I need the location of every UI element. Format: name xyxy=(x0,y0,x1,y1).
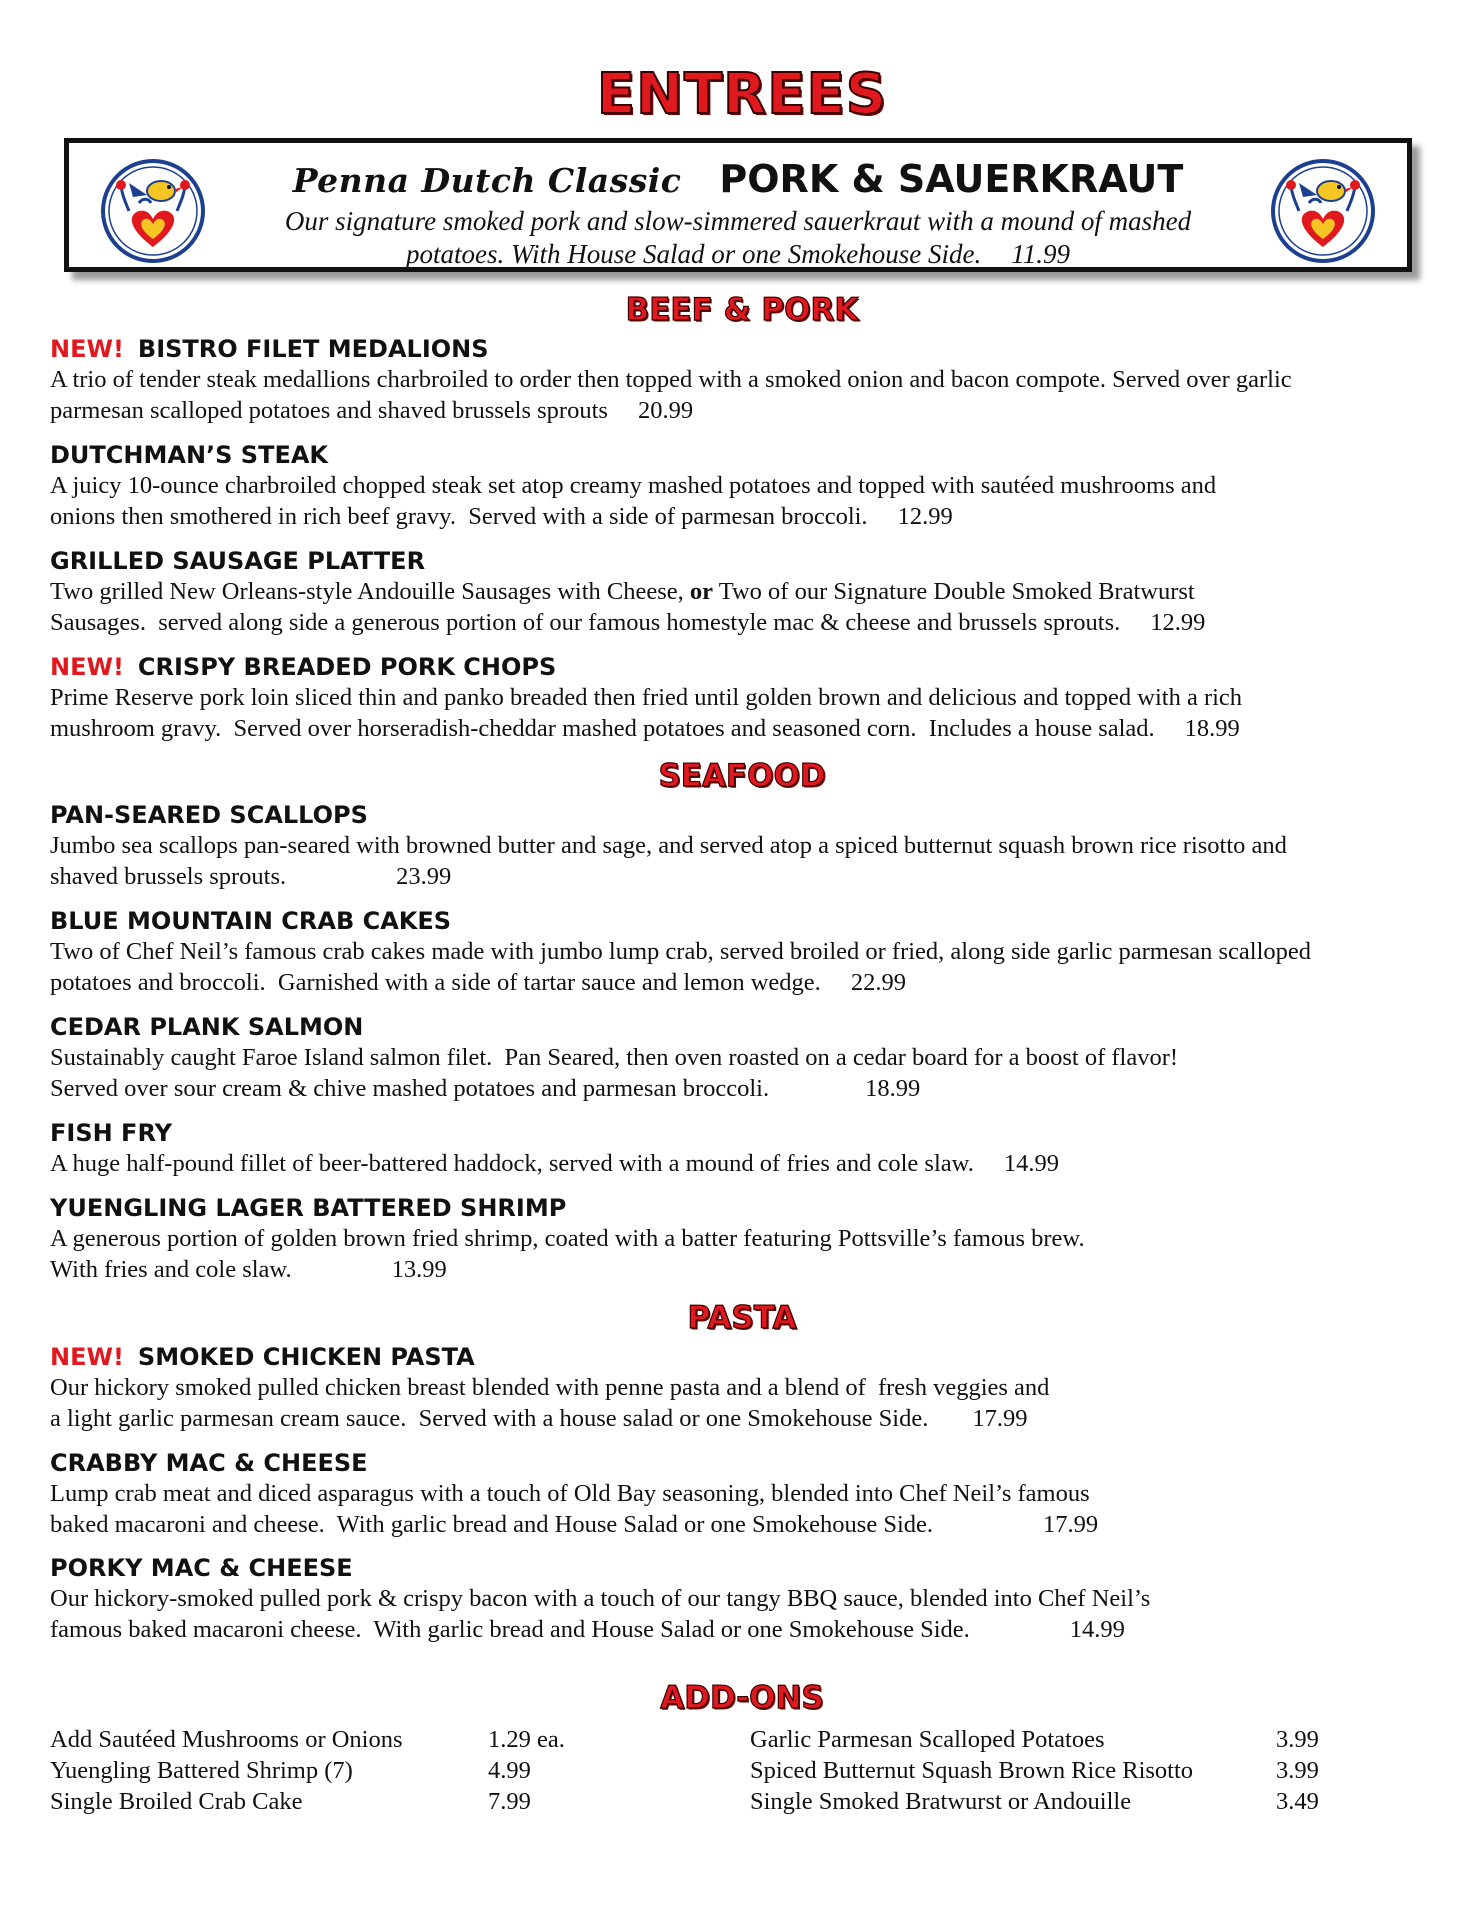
section-heading-addons: ADD-ONS xyxy=(660,1680,824,1716)
feature-description xyxy=(239,205,1237,271)
addon-item-name: Single Broiled Crab Cake xyxy=(50,1788,303,1815)
item-price: 18.99 xyxy=(865,1075,921,1102)
item-desc-line: With fries and cole slaw. xyxy=(50,1256,292,1283)
new-badge: NEW! xyxy=(50,653,124,681)
item-description xyxy=(50,1042,1450,1104)
item-name: FISH FRY xyxy=(50,1119,172,1147)
menu-item xyxy=(50,652,1450,744)
item-description xyxy=(50,364,1450,426)
menu-item xyxy=(50,546,1450,638)
item-desc-line: Sausages. served along side a generous portion of our famous homestyle mac & cheese and brussels sprouts. xyxy=(50,609,1121,636)
item-desc-line: Prime Reserve pork loin sliced thin and panko breaded then fried until golden brown and delicious and topped with a rich xyxy=(50,684,1243,711)
new-badge: NEW! xyxy=(50,335,124,363)
feature-box xyxy=(64,138,1412,272)
item-name xyxy=(50,334,1450,364)
item-description xyxy=(50,1478,1450,1540)
addon-item-price: 4.99 xyxy=(488,1757,531,1784)
item-desc-line: Jumbo sea scallops pan-seared with browned butter and sage, and served atop a spiced butternut squash brown rice risotto and xyxy=(50,832,1287,859)
item-description xyxy=(50,576,1450,638)
item-desc-line: baked macaroni and cheese. With garlic bread and House Salad or one Smokehouse Side. xyxy=(50,1511,934,1538)
feature-description-text: Our signature smoked pork and slow-simmered sauerkraut with a mound of mashed potatoes. With House Salad or one Smokehouse Side. xyxy=(284,206,1192,269)
addon-item-price: 7.99 xyxy=(488,1788,531,1815)
feature-classic-label: Penna Dutch Classic xyxy=(292,161,682,200)
item-desc-line: Two of our Signature Double Smoked Bratwurst xyxy=(713,578,1195,605)
item-name: BLUE MOUNTAIN CRAB CAKES xyxy=(50,907,452,935)
item-description xyxy=(50,470,1450,532)
item-desc-line: potatoes and broccoli. Garnished with a side of tartar sauce and lemon wedge. xyxy=(50,969,821,996)
item-description xyxy=(50,936,1450,998)
addon-item-name: Garlic Parmesan Scalloped Potatoes xyxy=(750,1726,1105,1753)
item-desc-line: a light garlic parmesan cream sauce. Served with a house salad or one Smokehouse Side. xyxy=(50,1405,929,1432)
addon-item-price: 1.29 ea. xyxy=(488,1726,565,1753)
addon-item-name: Single Smoked Bratwurst or Andouille xyxy=(750,1788,1132,1815)
item-desc-or: or xyxy=(689,578,714,605)
section-heading-seafood: SEAFOOD xyxy=(658,758,826,794)
addon-item-name: Yuengling Battered Shrimp (7) xyxy=(50,1757,353,1784)
menu-item xyxy=(50,1118,1450,1179)
section-heading-pasta: PASTA xyxy=(687,1300,797,1336)
item-desc-line: Two grilled New Orleans-style Andouille Sausages with Cheese, xyxy=(50,578,690,605)
menu-item xyxy=(50,440,1450,532)
item-description xyxy=(50,1583,1450,1645)
addon-item-price: 3.99 xyxy=(1276,1726,1319,1753)
section-heading-beef-pork: BEEF & PORK xyxy=(625,292,859,328)
menu-item xyxy=(50,1342,1450,1434)
item-desc-line: onions then smothered in rich beef gravy. Served with a side of parmesan broccoli. xyxy=(50,503,868,530)
item-desc-line: mushroom gravy. Served over horseradish-cheddar mashed potatoes and seasoned corn. Includes a house salad. xyxy=(50,715,1155,742)
item-name: CEDAR PLANK SALMON xyxy=(50,1013,364,1041)
item-desc-line: A juicy 10-ounce charbroiled chopped steak set atop creamy mashed potatoes and topped with sautéed mushrooms and xyxy=(50,472,1217,499)
menu-item xyxy=(50,1193,1450,1285)
item-desc-line: Our hickory-smoked pulled pork & crispy bacon with a touch of our tangy BBQ sauce, blended into Chef Neil’s xyxy=(50,1585,1151,1612)
item-desc-line: A generous portion of golden brown fried shrimp, coated with a batter featuring Pottsville’s famous brew. xyxy=(50,1225,1085,1252)
menu-item xyxy=(50,1448,1450,1540)
item-desc-line: famous baked macaroni cheese. With garlic bread and House Salad or one Smokehouse Side. xyxy=(50,1616,970,1643)
menu-item xyxy=(50,906,1450,998)
item-name: DUTCHMAN’S STEAK xyxy=(50,441,329,469)
menu-item xyxy=(50,800,1450,892)
item-name xyxy=(50,652,1450,682)
item-desc-line: Sustainably caught Faroe Island salmon filet. Pan Seared, then oven roasted on a cedar board for a boost of flavor! xyxy=(50,1044,1179,1071)
item-price: 14.99 xyxy=(1069,1616,1125,1643)
item-price: 12.99 xyxy=(1150,609,1206,636)
addon-item-price: 3.49 xyxy=(1276,1788,1319,1815)
feature-name: PORK & SAUERKRAUT xyxy=(719,157,1184,201)
item-description xyxy=(50,830,1450,892)
item-price: 23.99 xyxy=(396,863,452,890)
item-desc-line: shaved brussels sprouts. xyxy=(50,863,287,890)
item-price: 18.99 xyxy=(1184,715,1240,742)
item-desc-line: parmesan scalloped potatoes and shaved brussels sprouts xyxy=(50,397,608,424)
item-name: PORKY MAC & CHEESE xyxy=(50,1554,353,1582)
feature-price: 11.99 xyxy=(1011,239,1070,269)
item-desc-line: Lump crab meat and diced asparagus with a touch of Old Bay seasoning, blended into Chef Neil’s famous xyxy=(50,1480,1090,1507)
item-price: 17.99 xyxy=(972,1405,1028,1432)
item-price: 13.99 xyxy=(391,1256,447,1283)
item-price: 17.99 xyxy=(1043,1511,1099,1538)
feature-heading xyxy=(69,157,1407,201)
item-desc-line: A trio of tender steak medallions charbroiled to order then topped with a smoked onion and bacon compote. Served over garlic xyxy=(50,366,1292,393)
page-title: ENTREES xyxy=(596,62,888,127)
item-title: SMOKED CHICKEN PASTA xyxy=(137,1343,475,1371)
item-description xyxy=(50,1372,1450,1434)
item-desc-line: Served over sour cream & chive mashed potatoes and parmesan broccoli. xyxy=(50,1075,770,1102)
item-description xyxy=(50,1223,1450,1285)
item-price: 20.99 xyxy=(637,397,694,424)
hex-bird-emblem-icon xyxy=(1269,157,1377,265)
menu-item xyxy=(50,1012,1450,1104)
item-description xyxy=(50,1148,1450,1179)
item-price: 12.99 xyxy=(897,503,953,530)
addon-item-price: 3.99 xyxy=(1276,1757,1319,1784)
menu-item xyxy=(50,334,1450,426)
addon-item-name: Add Sautéed Mushrooms or Onions xyxy=(50,1726,403,1753)
item-name: PAN-SEARED SCALLOPS xyxy=(50,801,368,829)
addon-item-name: Spiced Butternut Squash Brown Rice Risotto xyxy=(750,1757,1194,1784)
item-desc-line: A huge half-pound fillet of beer-battered haddock, served with a mound of fries and cole slaw. xyxy=(50,1150,974,1177)
item-name: CRABBY MAC & CHEESE xyxy=(50,1449,368,1477)
item-price: 14.99 xyxy=(1003,1150,1059,1177)
item-desc-line: Our hickory smoked pulled chicken breast blended with penne pasta and a blend of fresh veggies and xyxy=(50,1374,1050,1401)
item-desc-line: Two of Chef Neil’s famous crab cakes made with jumbo lump crab, served broiled or fried, along side garlic parmesan scalloped xyxy=(50,938,1311,965)
item-name: YUENGLING LAGER BATTERED SHRIMP xyxy=(50,1194,567,1222)
item-name: GRILLED SAUSAGE PLATTER xyxy=(50,547,426,575)
new-badge: NEW! xyxy=(50,1343,124,1371)
item-title: BISTRO FILET MEDALIONS xyxy=(137,335,489,363)
item-price: 22.99 xyxy=(850,969,906,996)
item-description xyxy=(50,682,1450,744)
menu-item xyxy=(50,1553,1450,1645)
item-title: CRISPY BREADED PORK CHOPS xyxy=(137,653,557,681)
item-name xyxy=(50,1342,1450,1372)
